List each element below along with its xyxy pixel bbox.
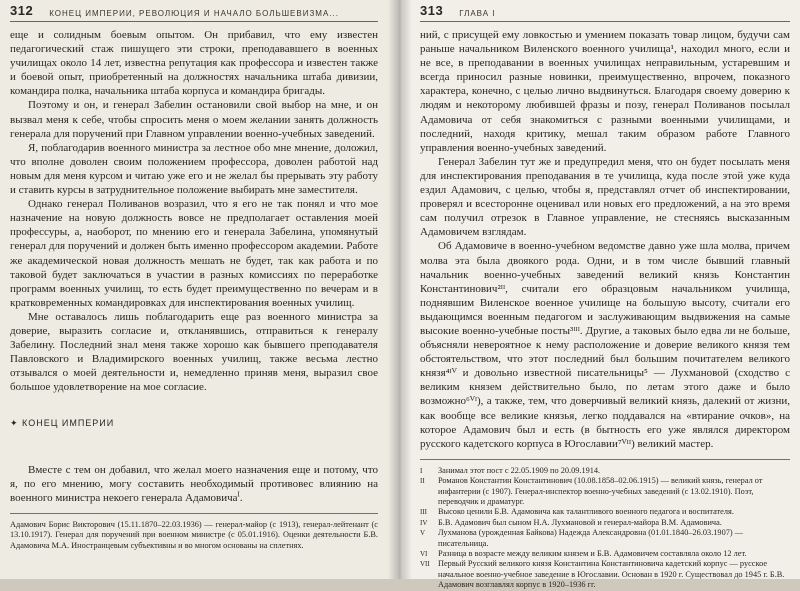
paragraph: Об Адамовиче в военно-учебном ведомстве давно уже шла молва, причем молва эта была двоякого рода. Одни, и в том числе бывший главный начальник военно-учебных заведений великий князь Константин Константинович²ᴵᴵ, считали его образцовым начальником училища, поднявшим Виленское военное училище на большую высоту, считали его выдающимся военным педагогом и заслуживающим выдвижения на самые высокие военно-учебные посты³ᴵᴵᴵ. Другие, а таковых было едва ли не больше, объясняли невероятное к нему расположение и доверие великого князя тем обстоятельством, что этот последний был большим почитателем великого князя⁴ᴵⱽ и довольно известной писательницы⁵ — Лухмановой (сходство с великим князем действительно было, по летам этого даже и было возможно⁶ⱽᴵ), а также, тем, что доверчивый великий князь, далекий от жизни, как вообще все великие князья, легко поддавался на «втирание очков», на которое Адамович был и есть (в бытность его уже являлся директором русского кадетского корпуса в Югославии⁷ⱽᴵᴵ) великий мастер. bbox=[420, 240, 790, 450]
footnote-ref: I bbox=[237, 490, 240, 499]
footnote-text: Разница в возрасте между великим князем и Б.В. Адамовичем составляла около 12 лет. bbox=[438, 549, 747, 559]
footnote-divider bbox=[10, 513, 378, 514]
footnote-mark: III bbox=[420, 508, 427, 517]
paragraph: еще и солидным боевым опытом. Он прибавил, что ему известен педагогический стаж пишущего эти строки, преподававшего в военных училищах около 14 лет, известна репутация как профессора и известен также и боевой опыт, приобретенный на должностях начальника штаба дивизии, командира полка, начальника штаба корпуса и командира бригады. bbox=[10, 29, 378, 98]
left-body-text bbox=[10, 28, 378, 505]
footnote bbox=[420, 466, 790, 476]
section-end-mark: ✦ КОНЕЦ ИМПЕРИИ bbox=[10, 418, 115, 429]
page-number-left: 312 bbox=[10, 3, 34, 18]
paragraph: Однако генерал Поливанов возразил, что я его не так понял и что мое назначение на новую должность вовсе не предполагает оставления моей профессуры, а, наоборот, по мнению его и генерала Забелина, упомянутый генерал для поручений и должен быть именно профессором академии. Работе же академической новая должность мешать не будет, так как работа и по таковой будет заключаться в участии в разных комиссиях по переработке программ военных училищ, то есть будет преимущественно по вечерам и в кратковременных командировках для инспектирования военных училищ. bbox=[10, 198, 378, 309]
footnote-mark: I bbox=[420, 466, 423, 475]
paragraph: Поэтому и он, и генерал Забелин остановили свой выбор на мне, и он вызвал меня к себе, чтобы спросить меня о моем желании занять должность генерала для поручений при Главном управлении военно-учебных заведений. bbox=[10, 99, 378, 140]
footnote bbox=[420, 528, 790, 549]
page-number-right: 313 bbox=[420, 3, 444, 18]
footnote bbox=[420, 476, 790, 507]
paragraph: ний, с присущей ему ловкостью и умением показать товар лицом, будучи сам раньше начальником Виленского военного училища¹, находил много, если и не все, в преподавании в военных училищах неправильным, устаревшим и всегда приносил разные новинки, преимущественно, впрочем, показного характера, конечно, с целью лично выдвинуться. Благодаря своему доверию к людям и некоторому любившей фразы и позу, генерал Поливанов посылал Адамовича от себя знакомиться с разными военными училищами, и последний, находя критику, мешал таким образом работе Главного управления военно-учебных заведений. bbox=[420, 29, 790, 154]
paragraph: Я, поблагодарив военного министра за лестное обо мне мнение, доложил, что вполне доволен своим положением профессора, доволен работой над новым для меня курсом и читаю уже его и не желал бы прерывать эту работу и ставить курсы в затруднительное положение выбирать мне заместителя. bbox=[10, 141, 378, 197]
footnote-text: Высоко ценили Б.В. Адамовича как талантливого военного педагога и воспитателя. bbox=[438, 507, 734, 517]
footnote-mark: IV bbox=[420, 518, 428, 527]
right-footnotes bbox=[420, 466, 790, 591]
right-body-text bbox=[420, 28, 790, 451]
right-page bbox=[400, 0, 800, 590]
footnote bbox=[420, 518, 790, 528]
footnote-text: Б.В. Адамович был сыном Н.А. Лухмановой и генерал-майора В.М. Адамовича. bbox=[438, 517, 722, 527]
footnote-text: Лухманова (урожденная Байкова) Надежда Александровна (01.01.1840–26.03.1907) — писательница. bbox=[438, 528, 743, 548]
footnote-mark: VII bbox=[420, 560, 430, 569]
footnote-mark: V bbox=[420, 529, 426, 538]
footnote bbox=[420, 507, 790, 517]
footnote-text: Романов Константин Константинович (10.08.1858–02.06.1915) — великий князь, генерал от инфантерии (с 1907). Генерал-инспектор военно-учебных заведений (с 13.02.1910). Поэт, переводчик и драматург. bbox=[438, 476, 763, 507]
footnote-mark: II bbox=[420, 477, 425, 486]
footnote bbox=[420, 559, 790, 590]
footnote-divider bbox=[420, 459, 790, 460]
paragraph: Мне оставалось лишь поблагодарить еще раз военного министра за доверие, выразить согласие и, откланявшись, отправиться к генералу Забелину. Последний знал меня также хорошо как бывшего преподавателя Павловского и Владимирского военных училищ, также весьма лестно отзывался о моей деятельности и, немедленно приняв меня, выразил свое большое удовлетворение на мое согласие. bbox=[10, 310, 378, 394]
footnote: Адамович Борис Викторович (15.11.1870–22.03.1936) — генерал-майор (с 1913), генерал-лейтенант (с 13.10.1917). Генерал для поручений при военном министре (с 05.01.1916). Оценки деятельности Б.В. Адамовича М.А. Иностранцевым субъективны и во многом основаны на сплетнях. bbox=[10, 519, 378, 550]
left-page bbox=[0, 0, 400, 579]
section-end-text: КОНЕЦ ИМПЕРИИ bbox=[22, 418, 115, 429]
paragraph-text: Вместе с тем он добавил, что желал моего назначения еще и потому, что я, по его мнению, могу составить необходимый противовес влиянию на военного министра некоего генерала Адамовича bbox=[10, 463, 378, 504]
running-title-right: ГЛАВА I bbox=[459, 9, 496, 18]
footnote-mark: VI bbox=[420, 550, 428, 559]
left-running-head bbox=[10, 0, 378, 22]
left-footnotes bbox=[10, 520, 378, 551]
footnote-text: Первый Русский великого князя Константина Константиновича кадетский корпус — русское начальное военно-учебное заведение в Югославии. Основан в 1920 г. Существовал до 1945 г. Б.В. Адамович возглавлял корпус в 1920–1936 гг. bbox=[438, 559, 785, 590]
footnote bbox=[420, 549, 790, 559]
paragraph bbox=[10, 463, 378, 505]
paragraph: Генерал Забелин тут же и предупредил меня, что он будет посылать меня для инспектирования преподавания в те училища, куда после этой уже куда ездил Адамович, с целью, чтобы я, представлял отчет об инспектировании, проверял и всесторонне оценивал или новых его предложений, а на это время сам получил отрезок в Главное управление, не стесняясь высказанным Адамовичем взглядам. bbox=[420, 155, 790, 239]
paragraph-end: . bbox=[239, 491, 243, 504]
footnote-text: Занимал этот пост с 22.05.1909 по 20.09.1914. bbox=[438, 465, 601, 475]
right-running-head bbox=[420, 0, 790, 22]
running-title-left: КОНЕЦ ИМПЕРИИ, РЕВОЛЮЦИЯ И НАЧАЛО БОЛЬШЕВИЗМА... bbox=[49, 9, 339, 18]
